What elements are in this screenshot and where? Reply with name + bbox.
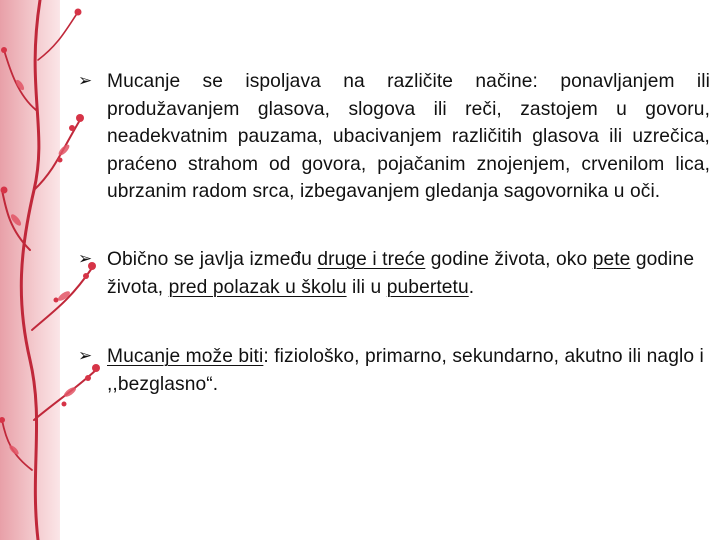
- text-segment: ili u: [346, 276, 387, 298]
- underlined-text-segment: Mucanje može biti: [107, 346, 264, 368]
- arrow-bullet-icon: ➢: [78, 248, 93, 269]
- text-segment: godine života, oko: [425, 248, 593, 270]
- underlined-text-segment: pred polazak u školu: [168, 276, 347, 298]
- bullet-item-symptoms: [78, 68, 710, 206]
- bullet-text: [107, 249, 694, 298]
- text-segment: Obično se javlja između: [107, 248, 318, 270]
- bullet-item-onset: [78, 246, 710, 301]
- underlined-text-segment: pete: [592, 248, 631, 270]
- bullet-text: [107, 71, 710, 202]
- arrow-bullet-icon: ➢: [78, 346, 93, 367]
- bullet-text: [107, 346, 704, 395]
- text-segment: godine života,: [107, 248, 695, 298]
- underlined-text-segment: druge i treće: [317, 248, 426, 270]
- underlined-text-segment: pubertetu: [386, 276, 469, 298]
- arrow-bullet-icon: ➢: [78, 71, 93, 91]
- text-segment: : fiziološko, primarno, sekundarno, akutno ili naglo i ,,bezglasno“.: [107, 346, 704, 395]
- text-segment: Mucanje se ispoljava na različite načine: ponavljanjem ili produžavanjem glasova, slogova ili reči, zastojem u govoru, neadekvatnim pauzama, ubacivanjem različitih glasova ili uzrečica, praćeno strahom od govora, pojačanim znojenjem, crvenilom lica, ubrzanim radom srca, izbegavanjem gledanja sagovornika u oči.: [107, 71, 710, 203]
- text-segment: .: [468, 276, 475, 298]
- slide-content: [78, 68, 710, 398]
- bullet-item-types: [78, 343, 710, 398]
